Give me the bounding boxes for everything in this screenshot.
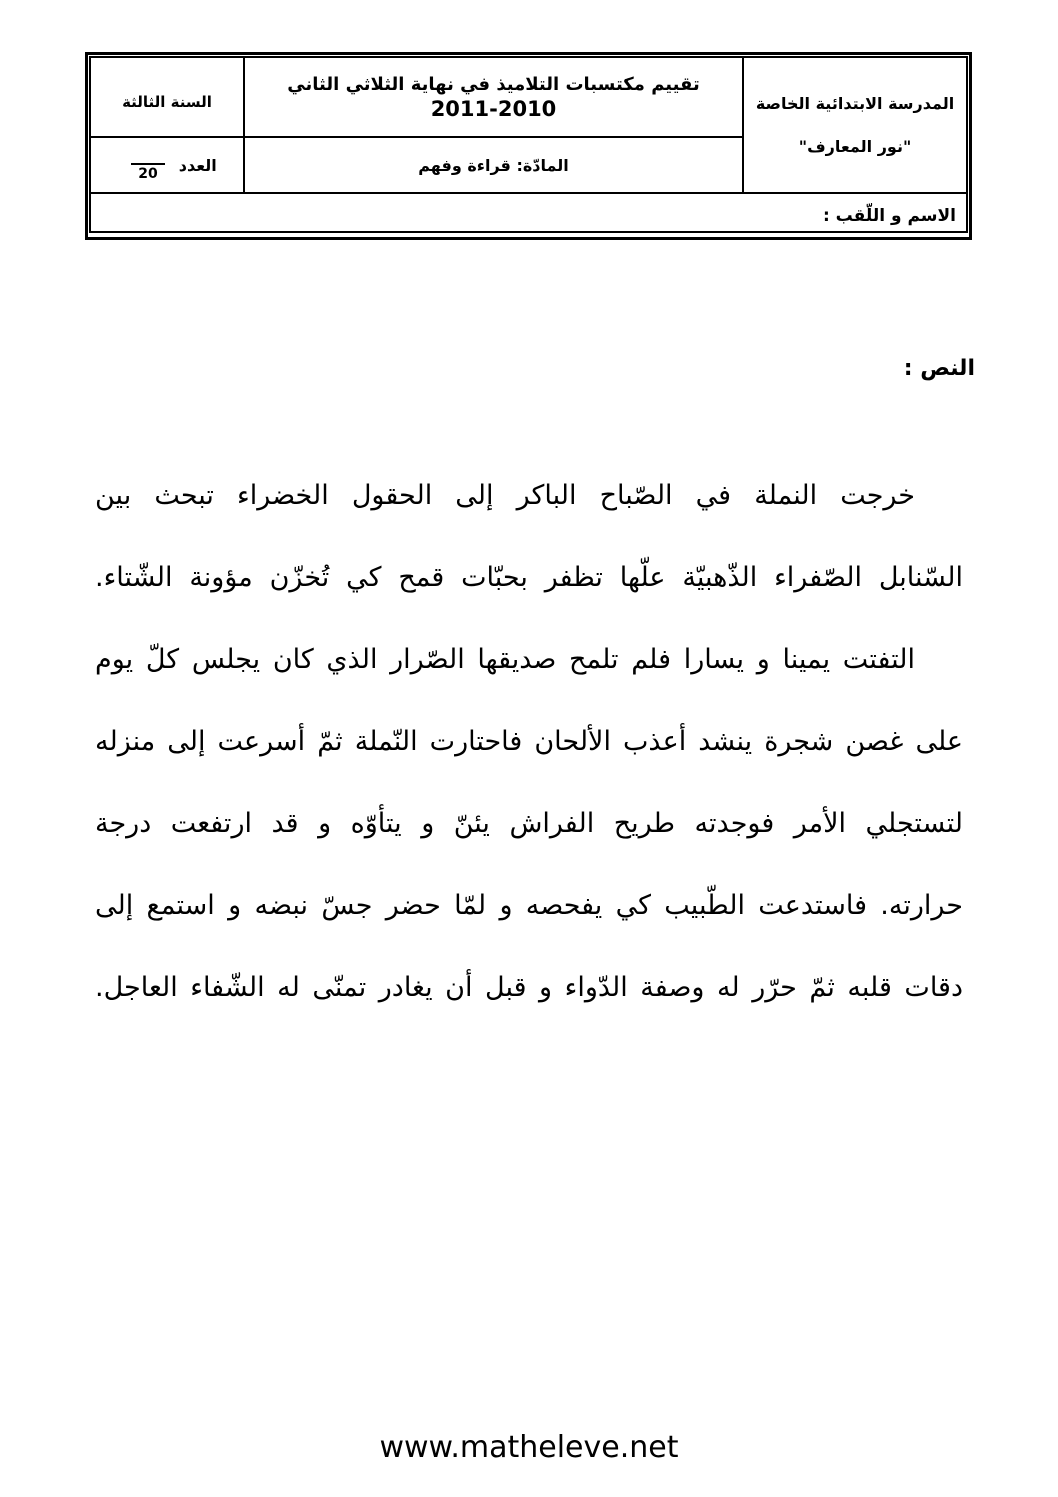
school-name-cell (743, 57, 967, 193)
subject-cell (244, 137, 743, 193)
subject-label: المادّة: قراءة وفهم (418, 155, 569, 175)
grade-level-cell (90, 57, 244, 137)
school-name-line1: المدرسة الابتدائية الخاصة (755, 94, 955, 113)
website-url: www.matheleve.net (379, 1430, 679, 1465)
text-line: على غصن شجرة ينشد أعذب الألحان فاحتارت النّملة ثمّ أسرعت إلى منزله (95, 726, 963, 757)
text-line: التفتت يمينا و يسارا فلم تلمح صديقها الصّرار الذي كان يجلس كلّ يوم (95, 644, 915, 675)
grade-level: السنة الثالثة (122, 93, 212, 111)
score-cell (90, 137, 244, 193)
text-line: دقات قلبه ثمّ حرّر له وصفة الدّواء و قبل أن يغادر تمنّى له الشّفاء العاجل. (95, 972, 963, 1003)
text-section-heading: النص : (903, 356, 975, 381)
school-year: 2011-2010 (430, 96, 557, 121)
text-line: لتستجلي الأمر فوجدته طريح الفراش يئنّ و يتأوّه و قد ارتفعت درجة (95, 808, 963, 839)
score-fraction (131, 163, 164, 182)
student-name-label: الاسم و اللّقب : (822, 205, 956, 226)
text-line: السّنابل الصّفراء الذّهبيّة علّها تظفر بحبّات قمح كي تُخزّن مؤونة الشّتاء. (95, 562, 963, 593)
text-line: حرارته. فاستدعت الطّبيب كي يفحصه و لمّا حضر جسّ نبضه و استمع إلى (95, 890, 963, 921)
exam-title: تقييم مكتسبات التلاميذ في نهاية الثلاثي الثاني (287, 73, 700, 95)
student-name-cell (90, 193, 967, 232)
score-label: العدد (178, 155, 217, 175)
exam-header-table (85, 52, 972, 240)
text-line: خرجت النملة في الصّباح الباكر إلى الحقول الخضراء تبحث بين (95, 480, 915, 511)
reading-text (95, 455, 963, 1029)
score-max: 20 (131, 163, 164, 182)
exam-title-cell (244, 57, 743, 137)
school-name-line2: "نور المعارف" (798, 137, 912, 156)
